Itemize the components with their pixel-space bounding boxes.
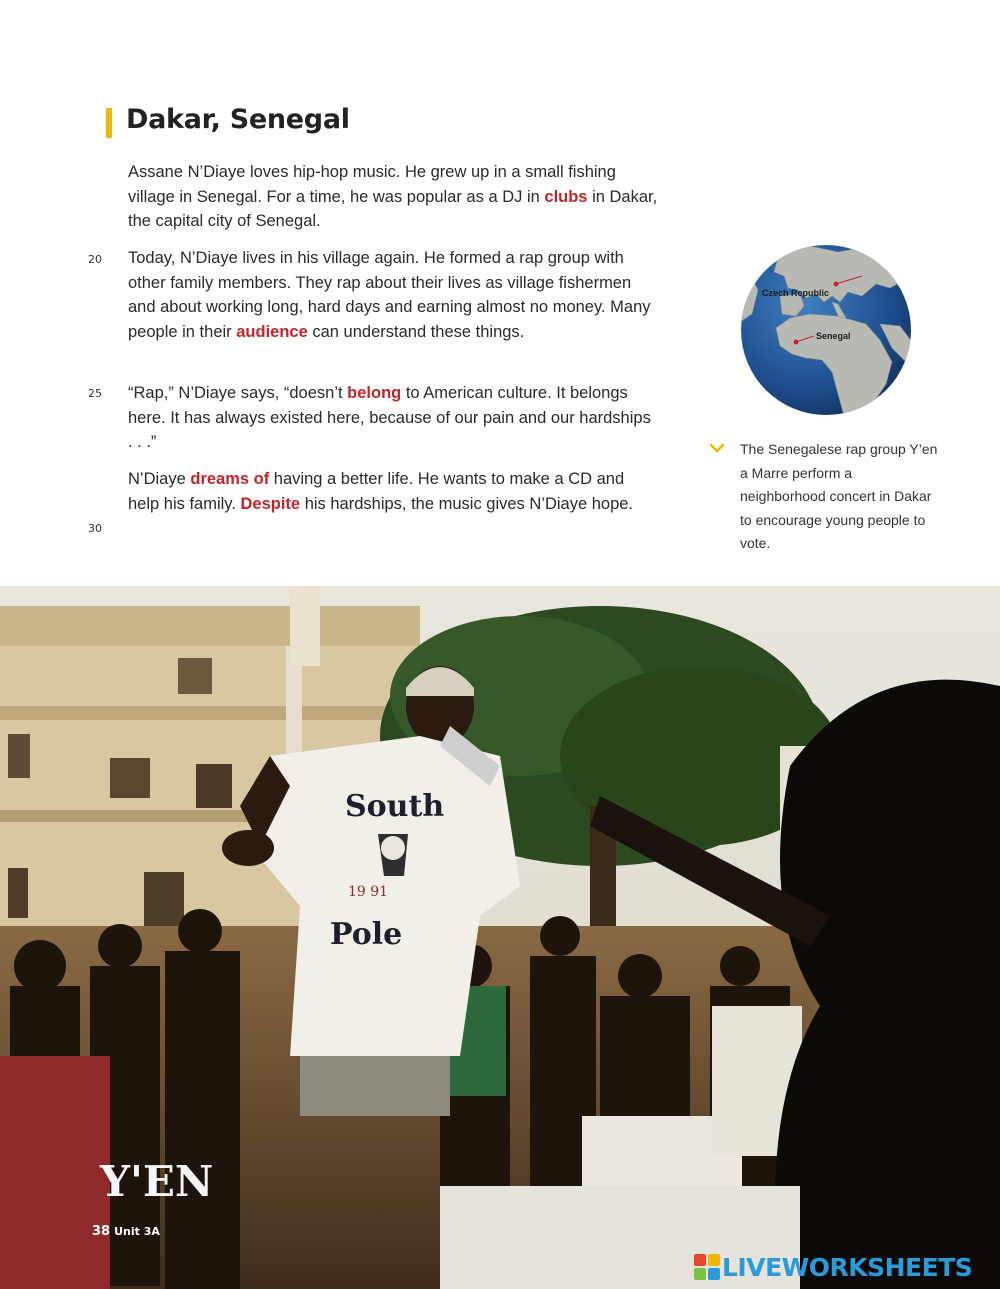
liveworksheets-icon bbox=[694, 1254, 720, 1280]
paragraph-1: Assane N’Diaye loves hip-hop music. He grew up in a small fishing village in Senegal. For a time, he was popular as a DJ in clubs in Dakar, the capital city of Senegal. bbox=[128, 163, 658, 230]
vocab-audience[interactable]: audience bbox=[236, 322, 308, 341]
vocab-dreams-of[interactable]: dreams of bbox=[190, 470, 270, 488]
page-folio bbox=[92, 1224, 160, 1239]
vocab-belong[interactable]: belong bbox=[347, 384, 402, 402]
brand-name: LIVEWORKSHEETS bbox=[722, 1252, 973, 1282]
paragraph-2: Today, N’Diaye lives in his village again. He formed a rap group with other family members. They rap about their lives as village fishermen and about working long, hard days and earning almost no money. Many people in their audience can understand these things. bbox=[128, 249, 651, 341]
globe-map bbox=[740, 244, 912, 416]
paragraph-3: “Rap,” N’Diaye says, “doesn’t belong to American culture. It belongs here. It has always existed here, because of our pain and our hardships . . .” bbox=[128, 384, 651, 451]
map-label-czech: Czech Republic bbox=[762, 288, 830, 298]
line-number: 25 bbox=[88, 387, 102, 400]
page-title: Dakar, Senegal bbox=[126, 104, 350, 135]
shirt-text-year: 19 91 bbox=[348, 884, 389, 900]
concert-photo bbox=[0, 586, 1000, 1289]
photo-caption: The Senegalese rap group Y’en a Marre perform a neighborhood concert in Dakar to encourage young people to vote. bbox=[740, 441, 938, 551]
heading-accent-bar bbox=[106, 108, 112, 138]
vocab-despite[interactable]: Despite bbox=[240, 494, 301, 513]
line-number: 20 bbox=[88, 253, 102, 266]
shirt-text-south: South bbox=[345, 789, 445, 824]
paragraph-4: N’Diaye dreams of having a better life. He wants to make a CD and help his family. Despite his hardships, the music gives N’Diaye hope. bbox=[128, 470, 634, 513]
red-shirt-person bbox=[0, 1056, 110, 1289]
chevron-down-icon bbox=[710, 442, 724, 454]
liveworksheets-logo[interactable] bbox=[694, 1252, 972, 1282]
vocab-clubs[interactable]: clubs bbox=[544, 187, 588, 206]
line-number: 30 bbox=[88, 522, 102, 535]
crowd-shirt-text: Y'EN bbox=[100, 1157, 214, 1206]
page-number: 38 bbox=[92, 1224, 111, 1239]
map-label-senegal: Senegal bbox=[816, 331, 851, 341]
shirt-text-pole: Pole bbox=[330, 917, 403, 952]
unit-label: Unit 3A bbox=[114, 1225, 160, 1238]
